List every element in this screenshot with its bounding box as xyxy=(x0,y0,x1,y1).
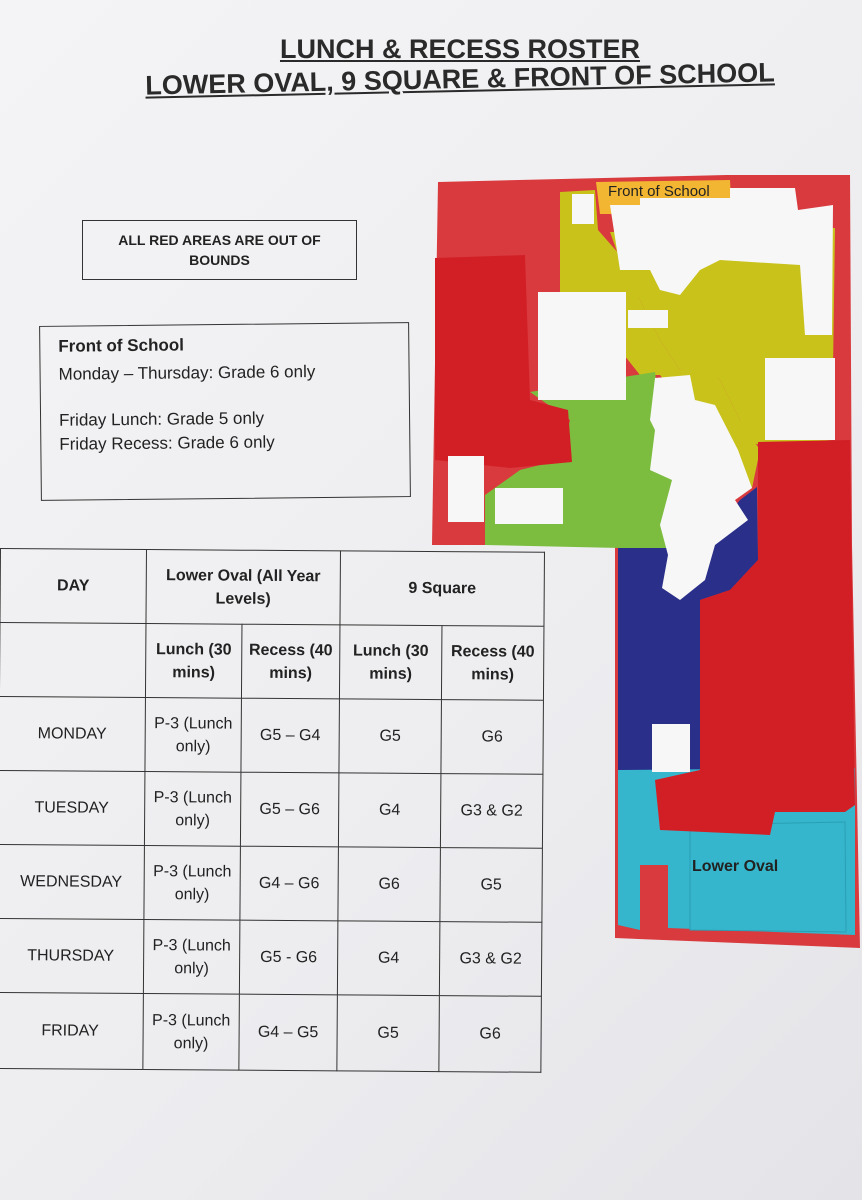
map-building-green-small xyxy=(495,488,563,524)
page-subtitle: LOWER OVAL, 9 SQUARE & FRONT OF SCHOOL xyxy=(144,57,775,101)
square-recess-cell: G3 & G2 xyxy=(439,922,542,997)
oval-recess-cell: G4 – G6 xyxy=(240,846,339,921)
day-cell: WEDNESDAY xyxy=(0,844,144,919)
oval-lunch-cell: P-3 (Lunch only) xyxy=(145,698,242,773)
square-lunch-cell: G4 xyxy=(337,921,440,996)
oval-lunch-cell: P-3 (Lunch only) xyxy=(144,772,241,847)
day-cell: FRIDAY xyxy=(0,992,143,1069)
square-lunch-cell: G4 xyxy=(338,773,441,848)
school-map xyxy=(428,175,862,955)
oval-recess-cell: G5 – G4 xyxy=(241,698,340,773)
subheader-oval-lunch: Lunch (30 mins) xyxy=(145,624,242,699)
map-building-mid xyxy=(538,292,626,400)
oval-lunch-cell: P-3 (Lunch only) xyxy=(143,994,240,1071)
map-building-right xyxy=(765,358,835,440)
map-label-lower-oval: Lower Oval xyxy=(692,858,779,875)
page-title: LUNCH & RECESS ROSTER xyxy=(279,34,641,64)
map-label-front-of-school: Front of School xyxy=(608,183,710,200)
oval-lunch-cell: P-3 (Lunch only) xyxy=(143,920,240,995)
front-of-school-title: Front of School xyxy=(58,335,184,356)
map-building-oval-small xyxy=(652,724,690,772)
square-recess-cell: G6 xyxy=(439,996,542,1073)
subheader-oval-recess: Recess (40 mins) xyxy=(241,624,340,699)
table-row xyxy=(0,992,541,1072)
subheader-empty xyxy=(0,623,146,698)
day-cell: THURSDAY xyxy=(0,918,144,993)
subheader-square-lunch: Lunch (30 mins) xyxy=(339,625,442,700)
square-recess-cell: G5 xyxy=(440,848,543,923)
square-lunch-cell: G6 xyxy=(338,847,441,922)
header-day: DAY xyxy=(0,549,146,624)
header-nine-square: 9 Square xyxy=(340,551,545,626)
oval-recess-cell: G4 – G5 xyxy=(239,994,338,1071)
map-building-left-small xyxy=(448,456,484,522)
front-of-school-line2: Friday Lunch: Grade 5 only xyxy=(58,408,265,430)
front-of-school-box xyxy=(39,322,411,501)
day-cell: TUESDAY xyxy=(0,770,145,845)
front-of-school-line3: Friday Recess: Grade 6 only xyxy=(59,432,275,454)
square-lunch-cell: G5 xyxy=(337,995,440,1072)
subheader-square-recess: Recess (40 mins) xyxy=(441,626,544,701)
square-lunch-cell: G5 xyxy=(339,699,442,774)
oval-recess-cell: G5 – G6 xyxy=(240,772,339,847)
map-building-mid-strip xyxy=(628,310,668,328)
day-cell: MONDAY xyxy=(0,696,145,771)
map-oval-field xyxy=(690,822,846,932)
header-lower-oval: Lower Oval (All Year Levels) xyxy=(146,550,341,625)
square-recess-cell: G6 xyxy=(441,700,544,775)
oval-recess-cell: G5 - G6 xyxy=(239,920,338,995)
front-of-school-line1: Monday – Thursday: Grade 6 only xyxy=(58,362,316,384)
map-building-small-top xyxy=(572,194,594,224)
out-of-bounds-note xyxy=(82,220,357,280)
out-of-bounds-text: ALL RED AREAS ARE OUT OF BOUNDS xyxy=(118,232,321,268)
square-recess-cell: G3 & G2 xyxy=(440,774,543,849)
oval-lunch-cell: P-3 (Lunch only) xyxy=(144,846,241,921)
